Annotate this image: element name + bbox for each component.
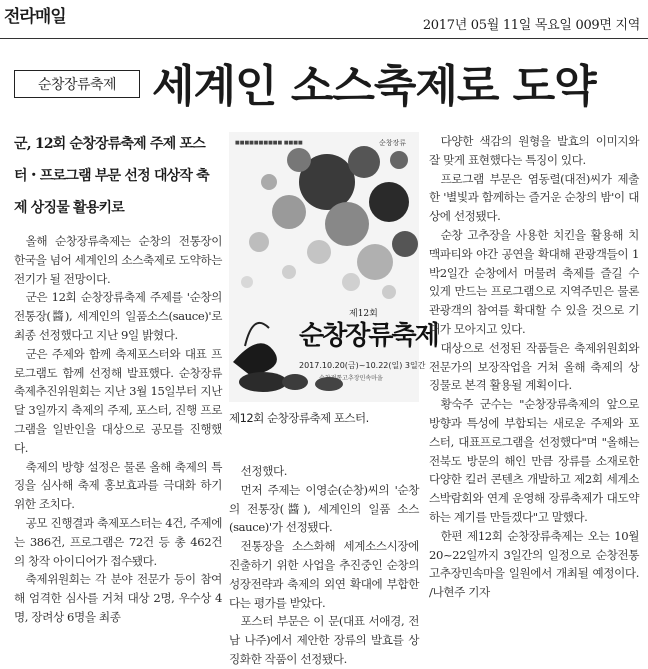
paragraph: 먼저 주제는 이영순(순창)씨의 '순창의 전통장(醬), 세계인의 일품 소스(sauce)'가 선정됐다. <box>229 482 419 535</box>
poster-dates: 2017.10.20(금)~10.22(일) 3일간 <box>299 361 426 370</box>
paragraph: 황숙주 군수는 "순창장류축제의 앞으로 방향과 특성에 부합되는 새로운 주제와 포스터, 대표프로그램을 선정했다"며 "올해는 전북도 방문의 해인 만큼 장류를 소재로한 다양한 킬러 콘텐츠 개발하고 제2회 세계소스박람회와 연계 운영해 장류축제가 대도약 하는 계기를 만들겠다"고 말했다. <box>429 397 639 524</box>
dateline: 2017년 05월 11일 목요일 009면 지역 <box>422 18 640 33</box>
paragraph: 프로그램 부문은 염동렬(대전)씨가 제출한 '별빛과 함께하는 즐거운 순창의 밤'이 대상에 선정됐다. <box>429 171 639 224</box>
poster-edition: 제12회 <box>349 309 378 319</box>
paragraph: 군은 12회 순창장류축제 주제를 '순창의 전통장(醬), 세계인의 일품소스(sauce)'로 최종 선정했다고 지난 9일 밝혔다. <box>14 290 222 342</box>
festival-poster <box>229 132 438 402</box>
paragraph: 포스터 부문은 이 문(대표 서애경, 전남 나주)에서 제안한 장류의 발효를 상징화한 작품이 선정됐다. <box>229 614 419 666</box>
paragraph: 축제의 방향 설정은 물론 올해 축제의 특징을 심사해 축제 홍보효과를 극대화 하기 위한 조치다. <box>14 459 222 512</box>
paragraph: 축제위원회는 각 분야 전문가 등이 참여해 엄격한 심사를 거쳐 대상 2명, 우수상 4명, 장려상 6명을 최종 <box>14 572 222 624</box>
svg-text:■■■■■■■■■■ ■■■■: ■■■■■■■■■■ ■■■■ <box>235 140 303 146</box>
paragraph: 선정했다. <box>240 464 288 478</box>
poster-artwork <box>229 132 438 402</box>
poster-caption: 제12회 순창장류축제 포스터. <box>229 411 369 425</box>
article-column-1 <box>14 232 222 628</box>
headline: 세계인 소스축제로 도약 <box>152 61 596 112</box>
paragraph: 전통장을 소스화해 세계소스시장에 진출하기 위한 사업을 추진중인 순창의 성장전략과 축제의 외연 확대에 부합한다는 평가를 받았다. <box>229 539 419 610</box>
paragraph: 다양한 색감의 원형을 발효의 이미지와 잘 맞게 표현했다는 특징이 있다. <box>429 134 639 167</box>
subheadline: 군, 12회 순창장류축제 주제 포스터・프로그램 부문 선정 대상작 축제 상징물 활용키로 <box>14 136 209 216</box>
paragraph: 공모 진행결과 축제포스터는 4건, 주제에는 386건, 프로그램은 72건 등 총 462건의 창작 아이디어가 접수됐다. <box>14 515 222 568</box>
poster-corner-text: 순창장류 <box>379 139 407 147</box>
poster-title: 순창장류축제 <box>299 321 438 351</box>
poster-venue: 순창전통고추장민속마을 <box>319 375 383 382</box>
paragraph: 군은 주제와 함께 축제포스터와 대표 프로그램도 함께 선정해 발표했다. 순창장류축제추진위원회는 지난 3월 15일부터 지난달 3일까지 축제의 주제, 포스터, 진행 프로그램을 일반인을 대상으로 공모를 진행했다. <box>14 346 222 455</box>
article-column-3 <box>429 132 639 628</box>
paragraph: 한편 제12회 순창장류축제는 오는 10월 20~22일까지 3일간의 일정으로 순창전통고추장민속마을 일원에서 개최될 예정이다. /나현주 기자 <box>429 528 639 600</box>
paragraph: 대상으로 선정된 작품들은 축제위원회와 전문가의 보장작업을 거쳐 올해 축제의 상징물로 본격 활용될 계획이다. <box>429 340 639 393</box>
paragraph: 올해 순창장류축제는 순창의 전통장이 한국을 넘어 세계인의 소스축제로 도약하는 전기가 될 전망이다. <box>14 234 222 286</box>
newspaper-brand: 전라매일 <box>4 7 66 27</box>
article-column-2 <box>229 462 419 666</box>
header-rule <box>0 38 648 39</box>
section-label: 순창장류축제 <box>14 70 140 98</box>
paragraph: 순창 고추장을 사용한 치킨을 활용해 치맥파티와 야간 공연을 확대해 관광객들이 1박2일간 순창에서 머물려 축제를 즐길 수 있게 만드는 프로그램으로 지역주민은 물론 관광객의 참여를 확대할 수 있을 것으로 기대가 모아지고 있다. <box>429 227 639 336</box>
